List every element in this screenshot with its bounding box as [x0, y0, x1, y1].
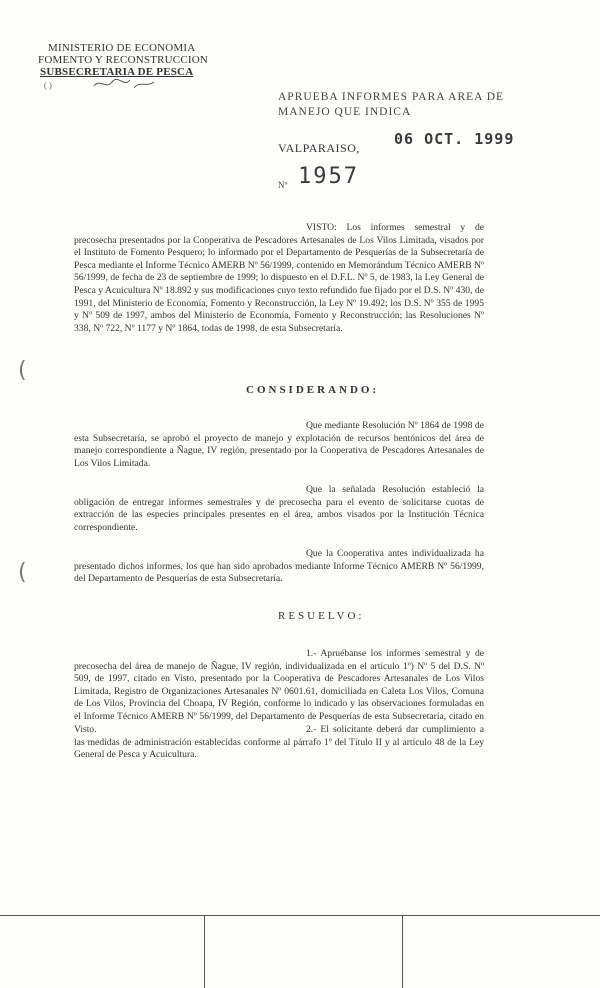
- resuelvo-heading: RESUELVO:: [278, 610, 365, 622]
- place-label: VALPARAISO,: [278, 141, 360, 155]
- resuelvo-paragraph: 2.- El solicitante deberá dar cumplimiento a las medidas de administración establecidas conforme al párrafo 1º del Título II y al artículo 48 de la Ley General de Pesca y Acuicultura.: [74, 724, 484, 761]
- visto-paragraph: VISTO: Los informes semestral y de precosecha presentados por la Cooperativa de Pescadores Artesanales de Los Vilos Limitada, visados por el Instituto de Fomento Pesquero; lo informado por el Departamento de Pesquerías de la Subsecretaría de Pesca mediante el Informe Técnico AMERB Nº 56/1999, contenido en Memorándum Técnico AMERB Nº 56/1999, de fecha de 23 de septiembre de 1999; lo dispuesto en el D.F.L. Nº 5, de 1983, la Ley General de Pesca y Acuicultura Nº 18.892 y sus modificaciones cuyo texto refundido fue fijado por el D.S. Nº 430, de 1991, del Ministerio de Economía, Fomento y Reconstrucción, la Ley Nº 19.492; los D.S. Nº 355 de 1995 y Nº 509 de 1997, ambos del Ministerio de Economía, Fomento y Reconstrucción; las Resoluciones Nº 338, Nº 722, Nº 1177 y Nº 1864, todas de 1998, de esta Subsecretaría.: [74, 222, 484, 334]
- considerando-paragraph: Que mediante Resolución Nº 1864 de 1998 de esta Subsecretaría, se aprobó el proyecto de manejo y explotación de recursos bentónicos del área de manejo correspondiente a Ñague, IV región, presentado por la Cooperativa de Pescadores Artesanales de Los Vilos Limitada.: [74, 420, 484, 469]
- considerando-paragraph: Que la Cooperativa antes individualizada ha presentado dichos informes, los que han sido aprobados mediante Informe Técnico AMERB Nº 56/1999, del Departamento de Pesquerías de esta Subsecretaría.: [74, 548, 484, 585]
- ministry-line: MINISTERIO DE ECONOMIA: [48, 42, 196, 54]
- subject-line-2: MANEJO QUE INDICA: [278, 106, 412, 118]
- considerando-paragraph: Que la señalada Resolución estableció la obligación de entregar informes semestrales y de precosecha para el evento de solicitarse cuotas de extracción de las especies principales presentes en el área, ambos visados por la Institución Técnica correspondiente.: [74, 484, 484, 533]
- resolution-number: 1957: [298, 164, 359, 189]
- date-stamp: 06 OCT. 1999: [394, 130, 515, 148]
- number-label: Nº: [278, 180, 288, 190]
- resuelvo-paragraph: 1.- Apruébanse los informes semestral y de precosecha del área de manejo de Ñague, IV región, individualizada en el artículo 1º) Nº 5 del D.S. Nº 509, de 1997, citado en Visto, presentado por la Cooperativa de Pescadores Artesanales de Los Vilos Limitada, Registro de Organizaciones Artesanales Nº 0601.61, domiciliada en Caleta Los Vilos, Comuna de Los Vilos, Provincia del Choapa, IV Región, conforme lo indicado y las observaciones formuladas en el Informe Técnico AMERB Nº 56/1999, del Departamento de Pesquerías de esta Subsecretaría, citado en Visto.: [74, 648, 484, 735]
- handwritten-initials-icon: [90, 76, 160, 92]
- punch-hole-mark: (: [18, 560, 27, 585]
- subject-line-1: APRUEBA INFORMES PARA AREA DE: [278, 91, 505, 103]
- punch-hole-mark: (: [18, 358, 27, 383]
- considerando-heading: CONSIDERANDO:: [246, 384, 380, 396]
- ministry-line-2: FOMENTO Y RECONSTRUCCION: [38, 54, 209, 66]
- page-edge-line: [402, 915, 403, 988]
- reference-code: ( ): [44, 81, 52, 90]
- subsecretaria-line: SUBSECRETARIA DE PESCA: [40, 66, 194, 78]
- page-edge-line: [204, 915, 205, 988]
- page-edge-line: [0, 915, 600, 916]
